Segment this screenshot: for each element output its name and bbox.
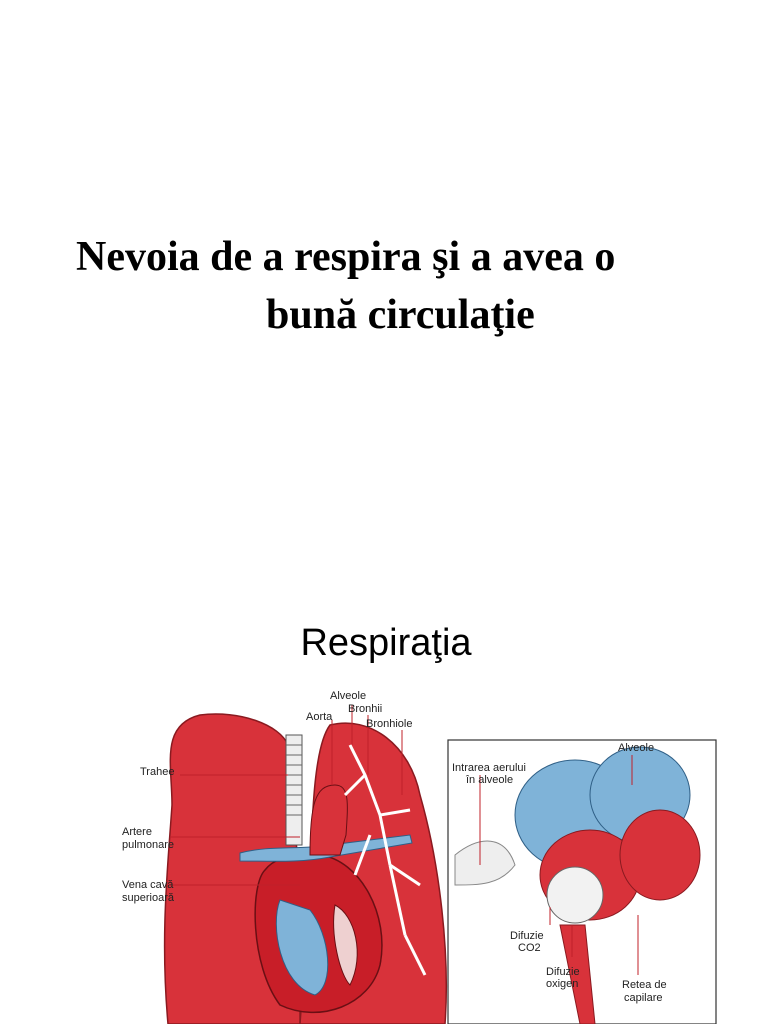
label-bronhii: Bronhii [348,703,383,715]
label-artere-2: pulmonare [122,839,174,851]
title-line-2: bună circulaţie [266,292,535,338]
label-alveole-right: Alveole [618,742,655,754]
label-retea-1: Retea de [622,979,667,991]
label-artere-1: Artere [122,826,152,838]
label-difuzie-co2-1: Difuzie [510,930,544,942]
label-vena-1: Vena cavă [122,879,174,891]
label-difuzie-oxigen-1: Difuzie [546,966,580,978]
label-bronhiole: Bronhiole [366,718,413,730]
label-retea-2: capilare [624,992,663,1004]
label-alveole-top: Alveole [330,690,367,702]
label-difuzie-co2-2: CO2 [518,942,541,954]
slide-title [0,228,768,344]
label-trahee: Trahee [140,766,175,778]
label-difuzie-oxigen-2: oxigen [546,978,579,990]
label-aorta: Aorta [306,711,333,723]
alveolus [547,867,603,923]
label-intrarea-1: Intrarea aerului [452,762,526,774]
respiratory-diagram [120,685,720,1024]
trachea [286,735,302,845]
title-line-1: Nevoia de a respira şi a avea o [76,234,616,280]
label-intrarea-2: în alveole [466,774,514,786]
section-subtitle: Respiraţia [300,622,472,664]
label-vena-2: superioară [122,892,174,904]
